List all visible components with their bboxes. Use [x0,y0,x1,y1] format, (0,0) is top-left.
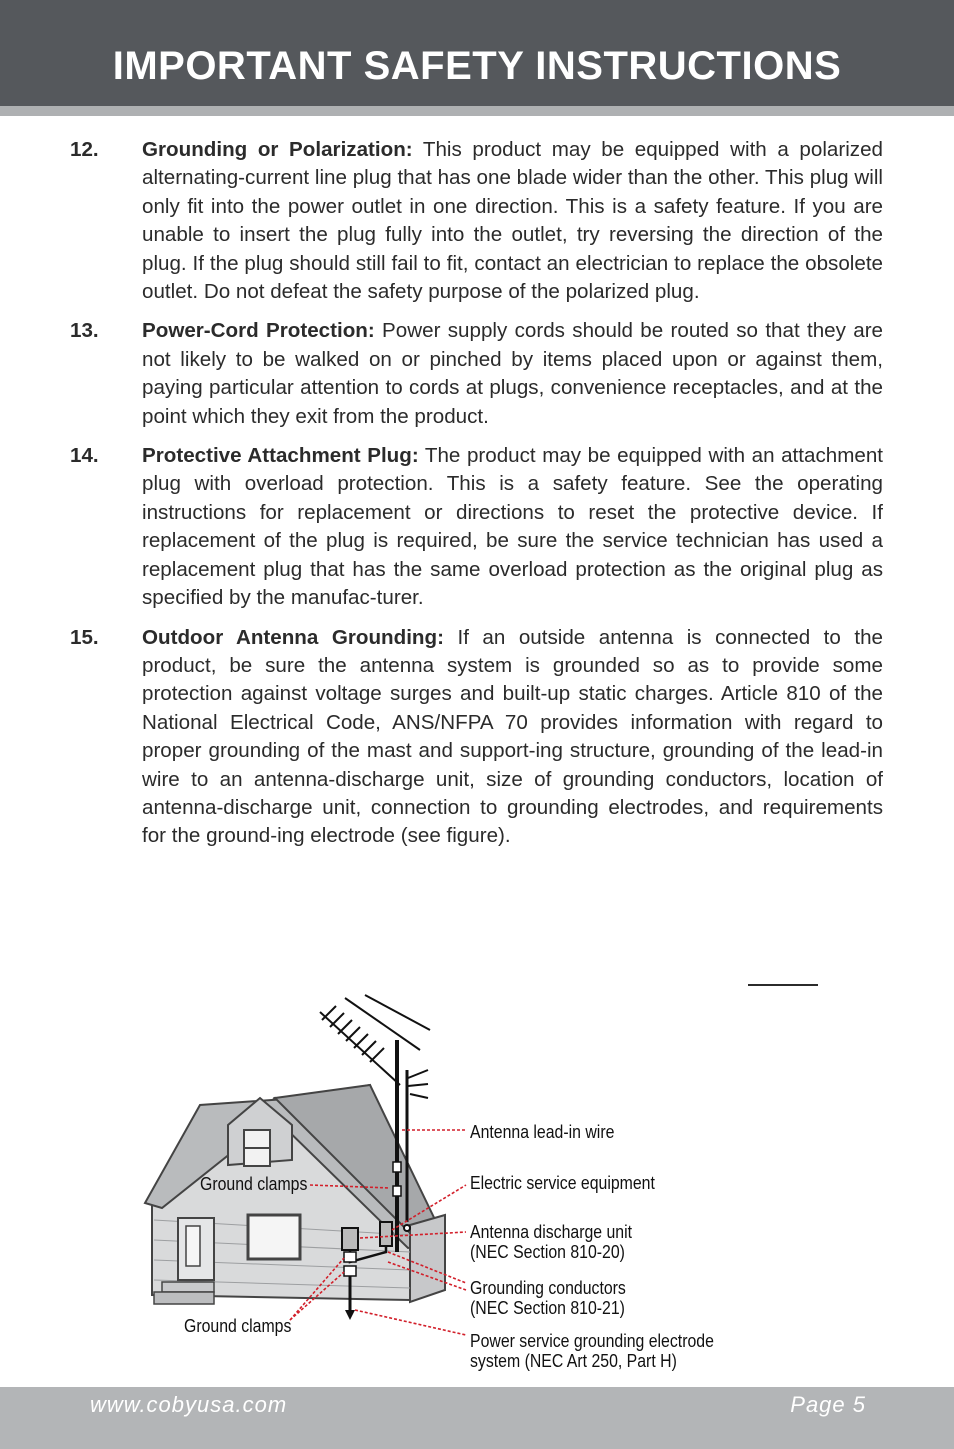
label-antenna-lead-in: Antenna lead-in wire [470,1122,615,1142]
item-body [142,624,883,851]
lower-ground-clamp [344,1252,356,1262]
antenna-array [320,995,430,1098]
instruction-item [70,317,883,431]
item-text: This product may be equipped with a polarized alternating-current line plug that has one blade wider than the other. This plug will only fit into the power outlet in one direction. This is a safety feature. If you are unable to insert the plug fully into the outlet, try reversing the direction of the plug. If the plug should still fail to fit, contact an electrician to replace the obsolete outlet. Do not defeat the safety purpose of the polarized plug. [142,138,884,304]
steps [162,1282,214,1292]
label-ground-clamps-lower: Ground clamps [184,1316,292,1336]
item-body [142,317,883,431]
house-side-wall [410,1215,445,1302]
item-body [142,442,883,612]
front-window [248,1215,300,1259]
item-heading: Power-Cord Protection: [142,319,375,343]
label-grounding-electrode-section: system (NEC Art 250, Part H) [470,1351,677,1371]
mast-clamp [393,1162,401,1172]
page-number: Page 5 [790,1392,866,1417]
footer-url: www.cobyusa.com [90,1392,288,1417]
item-number: 14. [70,444,99,468]
item-text: The product may be equipped with an attachment plug with overload protection. This is a safety feature. See the operating instructions for replacement or directions to reset the protective device. If replacement of the plug is required, be sure the service technician has used a replacement plug that has the same overload protection as the original plug as specified by the manufac-turer. [142,444,883,610]
instruction-item [70,624,883,851]
instruction-item [70,442,883,612]
item-text: If an outside antenna is connected to the product, be sure the antenna system is grounded so as to provide some protection against voltage surges and built-up static charges. Article 810 of the National Electrical Code, ANS/NFPA 70 provides information with regard to proper grounding of the mast and support-ing structure, grounding of the lead-in wire to an antenna-discharge unit, size of grounding conductors, location of antenna-discharge unit, connection to grounding electrodes, and requirements for the ground-ing electrode (see figure). [142,625,883,848]
label-discharge-unit: Antenna discharge unit [470,1222,633,1242]
label-grounding-conductors-section: (NEC Section 810-21) [470,1298,625,1318]
item-number: 12. [70,138,99,161]
item-body [142,136,883,306]
item-heading: Grounding or Polarization: [142,138,413,161]
item-number: 15. [70,625,99,649]
antenna-grounding-figure [140,990,760,1371]
item-number: 13. [70,319,99,343]
page-title: IMPORTANT SAFETY INSTRUCTIONS [112,44,842,88]
label-discharge-unit-section: (NEC Section 810-20) [470,1242,625,1262]
label-grounding-electrode: Power service grounding electrode [470,1331,714,1351]
header-rule [0,106,954,116]
antenna-discharge-unit [342,1228,358,1250]
short-rule [748,984,818,986]
instruction-list [70,136,883,862]
instruction-item [70,136,883,306]
item-heading: Protective Attachment Plug: [142,444,419,468]
electric-service-equipment [380,1222,392,1246]
label-electric-service: Electric service equipment [470,1173,655,1193]
item-heading: Outdoor Antenna Grounding: [142,625,444,649]
label-grounding-conductors: Grounding conductors [470,1278,626,1298]
label-ground-clamps-upper: Ground clamps [200,1174,308,1194]
item-text: Power supply cords should be routed so that they are not likely to be walked on or pinched by items placed upon or against them, paying particular attention to cords at plugs, convenience receptacles, and at the point which they exit from the product. [142,319,884,428]
